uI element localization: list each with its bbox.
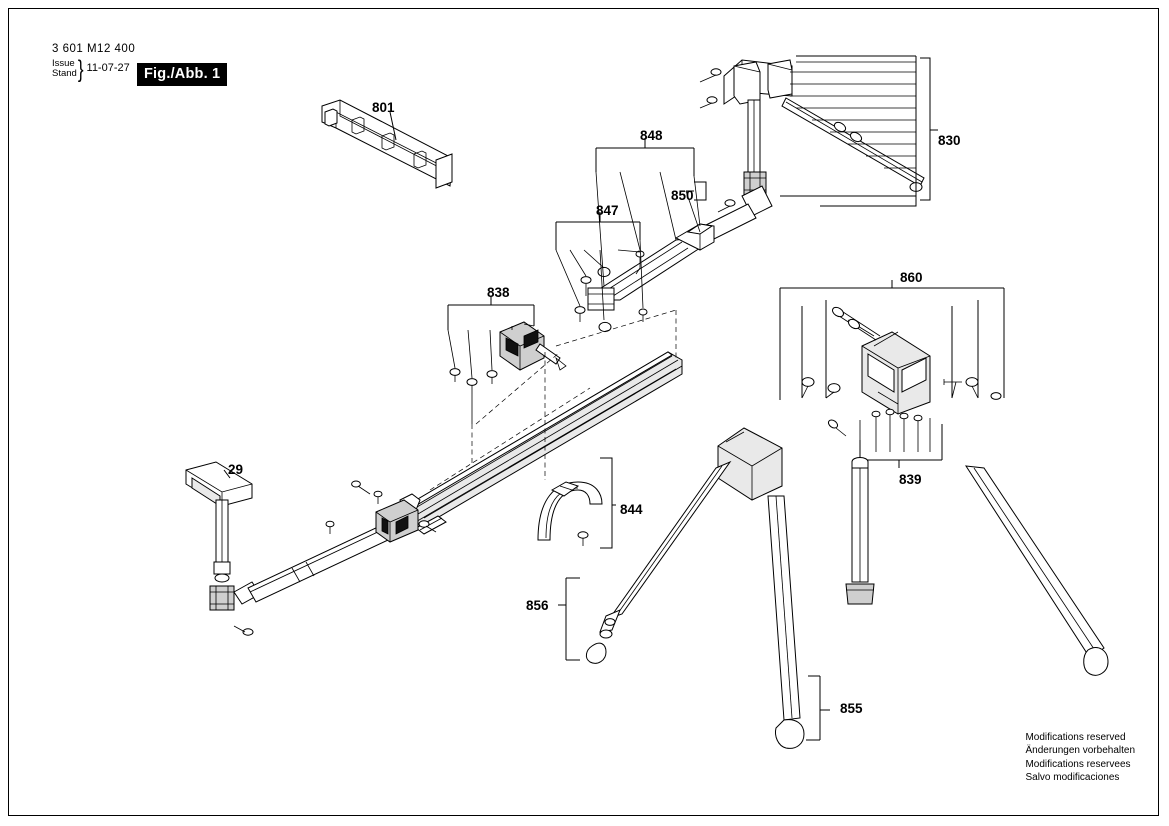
- leg-assembly: [558, 428, 1108, 748]
- part-838-clamp: [448, 296, 566, 424]
- footer-notes: [1025, 731, 1135, 784]
- callout-860: 860: [900, 270, 923, 285]
- callout-838: 838: [487, 285, 510, 300]
- part-844-saddle: [538, 458, 616, 548]
- part-860-bracket: [780, 280, 1004, 468]
- callout-839: 839: [899, 472, 922, 487]
- callout-850: 850: [671, 188, 694, 203]
- callout-855: 855: [840, 701, 863, 716]
- note-fr: Modifications reservees: [1025, 758, 1131, 770]
- callout-847: 847: [596, 203, 619, 218]
- part-830-group: [700, 56, 938, 242]
- callout-830: 830: [938, 133, 961, 148]
- part-29-handle: [186, 462, 436, 635]
- callout-856: 856: [526, 598, 549, 613]
- note-de: Änderungen vorbehalten: [1025, 745, 1135, 757]
- brace-glyph: }: [77, 56, 84, 83]
- note-es: Salvo modificaciones: [1025, 771, 1120, 783]
- figure-tag: Fig./Abb. 1: [137, 63, 227, 86]
- callout-801: 801: [372, 100, 395, 115]
- callout-29: 29: [228, 462, 244, 477]
- callout-844: 844: [620, 502, 643, 517]
- issue-date: 11-07-27: [86, 62, 130, 75]
- issue-label: Issue: [52, 58, 75, 70]
- stand-label: Stand: [52, 68, 77, 80]
- note-en: Modifications reserved: [1025, 732, 1126, 744]
- part-number: 3 601 M12 400: [52, 43, 136, 55]
- part-848-arm: [556, 138, 714, 332]
- callout-848: 848: [640, 128, 663, 143]
